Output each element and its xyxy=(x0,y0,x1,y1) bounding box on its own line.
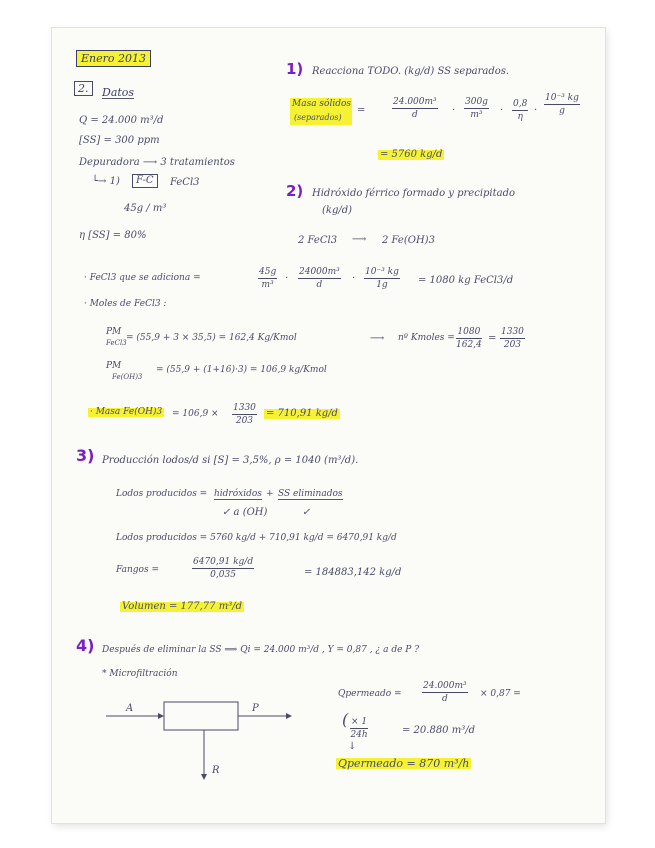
check-ss: ✓ xyxy=(302,507,311,518)
fraction-qp xyxy=(422,682,468,704)
page-date-title: Enero 2013 xyxy=(76,50,151,67)
fraction-num: 1330 xyxy=(233,403,256,413)
conversion-arrow: ↓ xyxy=(348,741,357,752)
fraction-den: m³ xyxy=(261,280,274,290)
section2-title: Hidróxido férrico formado y precipitado xyxy=(312,188,516,199)
fraction-masa xyxy=(232,404,257,426)
fraction-kmoles-result xyxy=(500,328,525,350)
fraction-fangos xyxy=(192,558,254,580)
fangos-result: = 184883,142 kg/d xyxy=(304,567,402,578)
fraction-den: 0,035 xyxy=(210,570,236,580)
datos-arrow: └→ 1) xyxy=(92,176,120,187)
fraction-num: 24.000m³ xyxy=(423,681,467,691)
fraction-kg-g xyxy=(364,268,400,290)
masa-solidos-label: Masa sólidos xyxy=(292,99,352,109)
section4-title: Después de eliminar la SS ⟹ Qi = 24.000 m³/d , Y = 0,87 , ¿ a de P ? xyxy=(102,645,420,655)
fangos-label: Fangos = xyxy=(116,565,159,575)
arrow-right: ⟶ xyxy=(370,333,385,344)
reaction-right: 2 Fe(OH)3 xyxy=(382,235,435,246)
fraction-conversion-hours xyxy=(350,718,368,740)
dot-sign: · xyxy=(534,105,538,116)
qpermeado-final: Qpermeado = 870 m³/h xyxy=(338,757,470,770)
datos-dosis: 45g / m³ xyxy=(124,203,167,214)
fraction-den: 24h xyxy=(350,730,368,740)
eq-sign: = xyxy=(488,333,497,344)
section3-number: 3) xyxy=(76,446,95,465)
stream-p-label: P xyxy=(252,703,259,714)
fraction-num: 300g xyxy=(465,97,488,107)
reaction-left: 2 FeCl3 xyxy=(298,235,338,246)
datos-ss: [SS] = 300 ppm xyxy=(79,135,160,146)
lodos-hidroxidos: hidróxidos xyxy=(214,489,262,499)
fraction-eficiencia xyxy=(512,100,528,122)
section1-title: Reacciona TODO. (kg/d) SS separados. xyxy=(312,66,510,77)
moles-label: · Moles de FeCl3 : xyxy=(84,299,167,309)
fraction-den: η xyxy=(517,112,523,122)
fraction-concentracion xyxy=(464,98,489,120)
problem-number: 2. xyxy=(74,81,93,96)
qpermeado-label: Qpermeado = xyxy=(338,689,402,699)
eq-sign: = xyxy=(357,105,366,116)
dot-sign: · xyxy=(452,105,456,116)
stream-r-label: R xyxy=(212,765,220,776)
masa-feoh3-label: · Masa Fe(OH)3 xyxy=(90,407,163,417)
section4-number: 4) xyxy=(76,636,95,655)
fraction-den: g xyxy=(559,106,565,116)
masa-solidos-sublabel: (separados) xyxy=(294,113,342,122)
pm-feoh3-sub: Fe(OH)3 xyxy=(112,373,143,381)
dot-sign: · xyxy=(352,273,356,284)
masa-feoh3-result: = 710,91 kg/d xyxy=(266,408,338,419)
notebook-page xyxy=(52,28,605,823)
datos-eta: η [SS] = 80% xyxy=(79,230,147,241)
fraction-caudal xyxy=(392,98,438,120)
fraction-num: 1080 xyxy=(457,327,481,337)
fraction-den: d xyxy=(411,110,418,120)
datos-depuradora: Depuradora ⟶ 3 tratamientos xyxy=(79,157,235,168)
volumen-result: Volumen = 177,77 m³/d xyxy=(122,601,242,612)
pm-feoh3-label: PM xyxy=(106,361,122,371)
lodos-label: Lodos producidos = xyxy=(116,489,208,499)
section1-number: 1) xyxy=(286,60,304,78)
fraction-den: d xyxy=(441,694,448,704)
lodos-ss: SS eliminados xyxy=(278,489,343,499)
masa-solidos-result: = 5760 kg/d xyxy=(380,149,443,160)
fraction-num: 24000m³ xyxy=(299,267,340,277)
kmoles-label: nº Kmoles = xyxy=(398,333,455,343)
fraction-num: × 1 xyxy=(351,717,368,727)
dot-sign: · xyxy=(285,273,289,284)
fecl3-result: = 1080 kg FeCl3/d xyxy=(418,275,514,286)
dot-sign: · xyxy=(500,105,504,116)
fraction-num: 10⁻³ kg xyxy=(365,267,399,277)
section2-unit: (kg/d) xyxy=(322,205,353,216)
datos-heading: Datos xyxy=(102,86,135,99)
fraction-num: 6470,91 kg/d xyxy=(193,557,254,567)
reaction-arrow: ⟶ xyxy=(352,234,367,245)
qpermeado-result: = 20.880 m³/d xyxy=(402,725,475,736)
datos-fc-reactivo: FeCl3 xyxy=(170,177,200,188)
microfiltracion-label: * Microfiltración xyxy=(102,669,178,679)
check-hidroxidos: ✓ a (OH) xyxy=(222,507,268,518)
fraction-num: 45g xyxy=(259,267,277,277)
pm-fecl3-expr: = (55,9 + 3 × 35,5) = 162,4 Kg/Kmol xyxy=(126,333,297,343)
fraction-den: m³ xyxy=(470,110,483,120)
lodos-producidos-line: Lodos producidos = 5760 kg/d + 710,91 kg/d = 6470,91 kg/d xyxy=(116,533,397,543)
datos-fc-box: F-C xyxy=(132,174,158,188)
fraction-num: 1330 xyxy=(501,327,524,337)
conversion-bracket: ( xyxy=(342,710,349,729)
pm-fecl3-label: PM xyxy=(106,327,122,337)
lodos-plus: + xyxy=(266,489,274,499)
fraction-num: 0,8 xyxy=(513,99,528,109)
pm-feoh3-expr: = (55,9 + (1+16)·3) = 106,9 kg/Kmol xyxy=(156,365,327,375)
fraction-num: 10⁻³ kg xyxy=(545,93,579,103)
section3-title: Producción lodos/d si [S] = 3,5%, ρ = 1040 (m³/d). xyxy=(102,455,359,466)
fraction-conversion xyxy=(544,94,580,116)
fraction-caudal2 xyxy=(298,268,341,290)
fraction-den: d xyxy=(316,280,323,290)
fraction-dosis xyxy=(258,268,277,290)
fecl3-adiciona-label: · FeCl3 que se adiciona = xyxy=(84,273,201,283)
section2-number: 2) xyxy=(286,182,304,200)
pm-fecl3-sub: FeCl3 xyxy=(106,339,127,347)
stream-a-label: A xyxy=(126,703,134,714)
fraction-den: 203 xyxy=(235,416,254,426)
masa-feoh3-expr: = 106,9 × xyxy=(172,409,219,419)
fraction-kmoles xyxy=(456,328,482,350)
fraction-den: 203 xyxy=(503,340,522,350)
fraction-den: 1g xyxy=(376,280,388,290)
datos-q: Q = 24.000 m³/d xyxy=(79,115,164,126)
fraction-den: 162,4 xyxy=(456,340,482,350)
fraction-num: 24.000m³ xyxy=(393,97,437,107)
qpermeado-tail: × 0,87 = xyxy=(480,689,521,699)
